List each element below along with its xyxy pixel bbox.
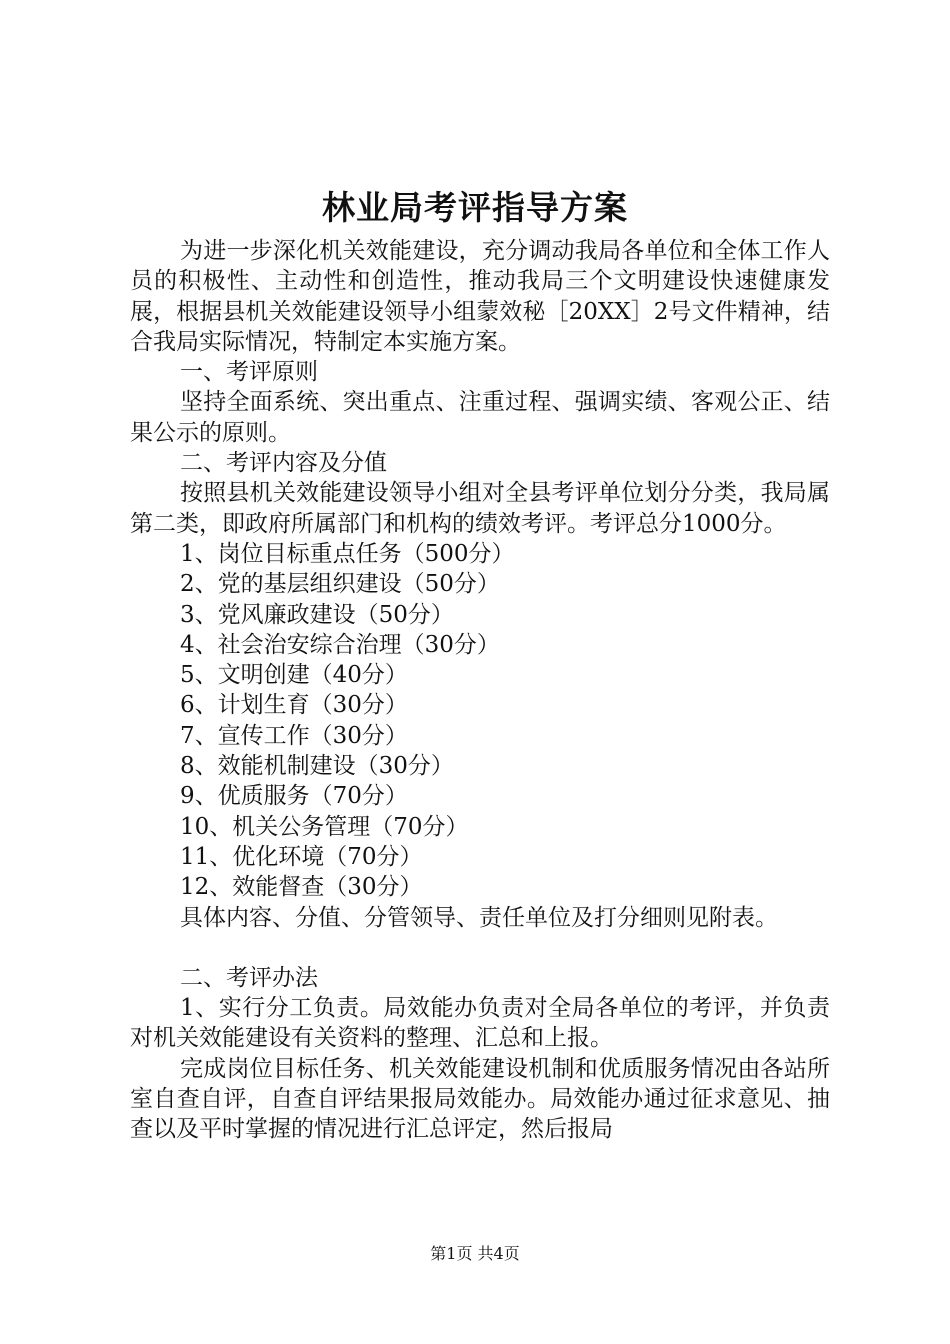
list-item: 2、党的基层组织建设（50分） — [180, 571, 500, 598]
list-item: 9、优质服务（70分） — [180, 783, 408, 810]
detail-note: 具体内容、分值、分管领导、责任单位及打分细则见附表。 — [180, 904, 778, 931]
section3-heading: 二、考评办法 — [180, 964, 318, 991]
list-item: 1、岗位目标重点任务（500分） — [180, 540, 515, 567]
list-item: 5、文明创建（40分） — [180, 662, 408, 689]
list-item: 12、效能督查（30分） — [180, 874, 423, 901]
section1-paragraph: 坚持全面系统、突出重点、注重过程、强调实绩、客观公正、结果公示的原则。 — [130, 389, 830, 446]
section2-heading: 二、考评内容及分值 — [180, 450, 387, 477]
list-item: 3、党风廉政建设（50分） — [180, 601, 454, 628]
list-item: 7、宣传工作（30分） — [180, 722, 408, 749]
list-item: 10、机关公务管理（70分） — [180, 813, 469, 840]
document-title: 林业局考评指导方案 — [322, 188, 628, 227]
section2-paragraph: 按照县机关效能建设领导小组对全县考评单位划分分类，我局属第二类，即政府所属部门和机构的绩效考评。考评总分1000分。 — [130, 480, 830, 537]
section3-paragraph-1: 1、实行分工负责。局效能办负责对全局各单位的考评，并负责对机关效能建设有关资料的整理、汇总和上报。 — [130, 995, 830, 1052]
document-body — [130, 236, 830, 1145]
list-item: 8、效能机制建设（30分） — [180, 753, 454, 780]
list-item: 6、计划生育（30分） — [180, 692, 408, 719]
section1-heading: 一、考评原则 — [180, 359, 318, 386]
page-number-footer: 第1页 共4页 — [430, 1244, 520, 1263]
paragraph-gap — [130, 933, 830, 963]
list-item: 4、社会治安综合治理（30分） — [180, 631, 500, 658]
section3-paragraph-2: 完成岗位目标任务、机关效能建设机制和优质服务情况由各站所室自查自评，自查自评结果报局效能办。局效能办通过征求意见、抽查以及平时掌握的情况进行汇总评定，然后报局 — [130, 1055, 830, 1143]
score-item-list — [130, 539, 830, 933]
intro-paragraph: 为进一步深化机关效能建设，充分调动我局各单位和全体工作人员的积极性、主动性和创造性，推动我局三个文明建设快速健康发展，根据县机关效能建设领导小组蒙效秘［20XX］2号文件精神，结合我局实际情况，特制定本实施方案。 — [130, 238, 830, 355]
list-item: 11、优化环境（70分） — [180, 843, 423, 870]
